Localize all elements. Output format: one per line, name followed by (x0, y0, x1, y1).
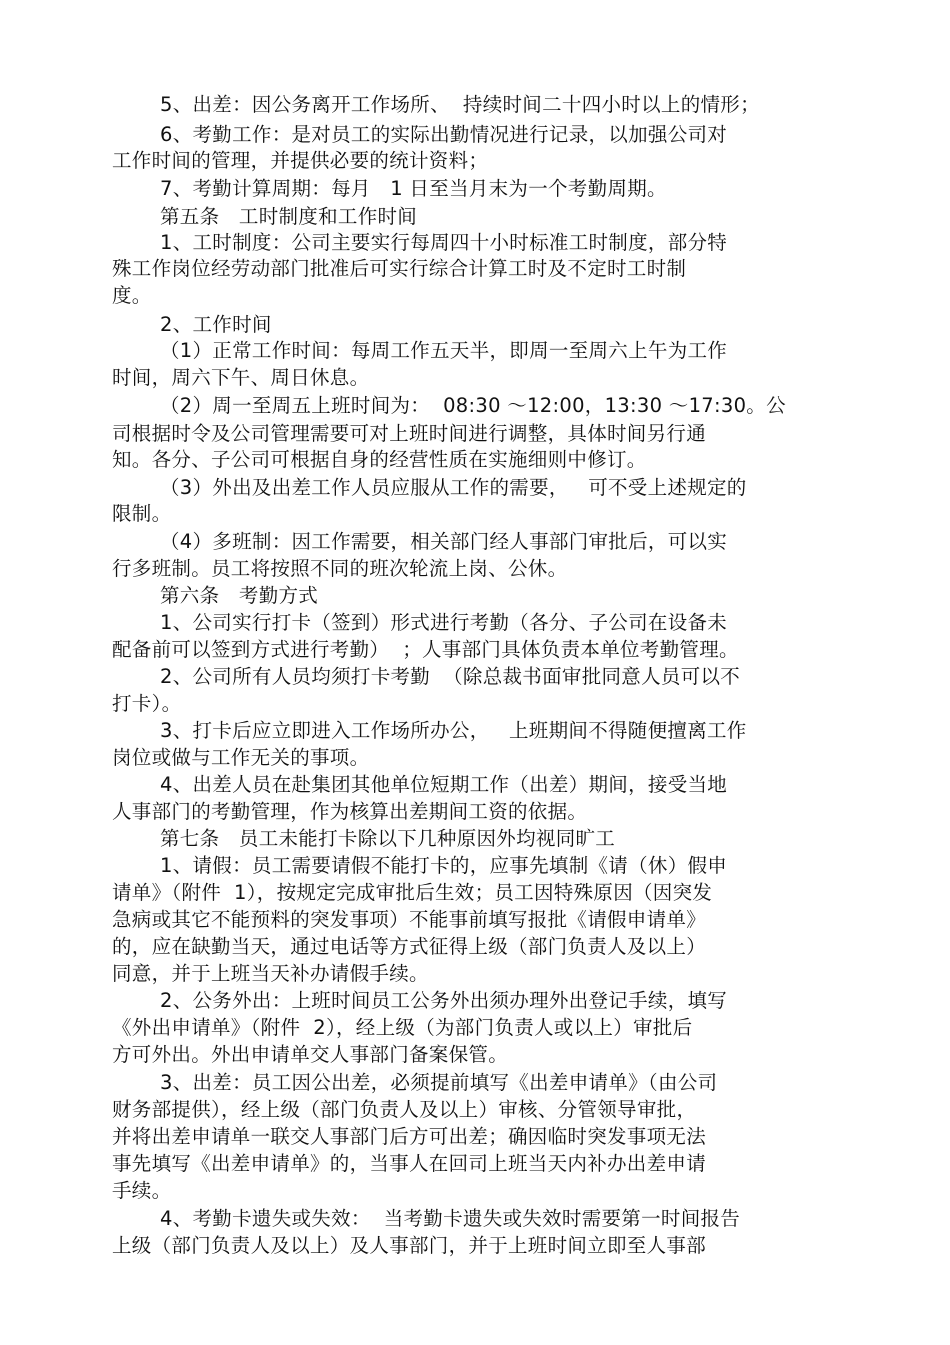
text-line: 知。各分、子公司可根据自身的经营性质在实施细则中修订。 (112, 448, 647, 471)
text-line: 急病或其它不能预料的突发事项）不能事前填写报批《请假申请单》 (112, 908, 707, 931)
text-line: 2、公司所有人员均须打卡考勤 （除总裁书面审批同意人员可以不 (160, 665, 741, 688)
text-line: （2）周一至周五上班时间为： 08:30 ～12:00，13:30 ～17:30。公 (160, 394, 786, 417)
text-line: 请单》（附件 1），按规定完成审批后生效；员工因特殊原因（因突发 (112, 881, 713, 904)
text-line: 1、工时制度：公司主要实行每周四十小时标准工时制度，部分特 (160, 231, 728, 254)
text-line: 打卡）。 (112, 692, 182, 715)
text-line: 配备前可以签到方式进行考勤） ；人事部门具体负责本单位考勤管理。 (112, 638, 739, 661)
text-line: 7、考勤计算周期：每月 1 日至当月末为一个考勤周期。 (160, 177, 667, 200)
text-line: 限制。 (112, 502, 172, 525)
text-line: 3、出差：员工因公出差，必须提前填写《出差申请单》（由公司 (160, 1071, 718, 1094)
text-line: 《外出申请单》（附件 2），经上级（为部门负责人或以上）审批后 (112, 1016, 693, 1039)
text-line: 司根据时令及公司管理需要可对上班时间进行调整，具体时间另行通 (112, 422, 707, 445)
text-line: 2、公务外出：上班时间员工公务外出须办理外出登记手续，填写 (160, 989, 728, 1012)
text-line: 度。 (112, 284, 152, 307)
text-line: 事先填写《出差申请单》的，当事人在回司上班当天内补办出差申请 (112, 1152, 707, 1175)
text-line: 并将出差申请单一联交人事部门后方可出差；确因临时突发事项无法 (112, 1125, 707, 1148)
section-heading: 第五条 工时制度和工作时间 (160, 205, 418, 228)
section-heading: 第六条 考勤方式 (160, 584, 319, 607)
text-line: 1、公司实行打卡（签到）形式进行考勤（各分、子公司在设备未 (160, 611, 728, 634)
text-line: （1）正常工作时间：每周工作五天半，即周一至周六上午为工作 (160, 339, 728, 362)
text-line: 1、请假：员工需要请假不能打卡的，应事先填制《请（休）假申 (160, 854, 728, 877)
text-line: 4、考勤卡遗失或失效： 当考勤卡遗失或失效时需要第一时间报告 (160, 1207, 741, 1230)
text-line: 岗位或做与工作无关的事项。 (112, 746, 370, 769)
text-line: （3）外出及出差工作人员应服从工作的需要， 可不受上述规定的 (160, 476, 747, 499)
section-heading: 第七条 员工未能打卡除以下几种原因外均视同旷工 (160, 827, 616, 850)
text-line: 时间，周六下午、周日休息。 (112, 366, 370, 389)
text-line: 人事部门的考勤管理，作为核算出差期间工资的依据。 (112, 800, 588, 823)
text-line: 4、出差人员在赴集团其他单位短期工作（出差）期间，接受当地 (160, 773, 728, 796)
text-line: （4）多班制：因工作需要，相关部门经人事部门审批后，可以实 (160, 530, 728, 553)
text-line: 6、考勤工作：是对员工的实际出勤情况进行记录，以加强公司对 (160, 123, 728, 146)
text-line: 工作时间的管理，并提供必要的统计资料； (112, 149, 489, 172)
text-line: 2、工作时间 (160, 313, 272, 336)
text-line: 的，应在缺勤当天，通过电话等方式征得上级（部门负责人及以上） (112, 935, 707, 958)
text-line: 财务部提供），经上级（部门负责人及以上）审核、分管领导审批， (112, 1098, 697, 1121)
text-line: 同意，并于上班当天补办请假手续。 (112, 962, 429, 985)
text-line: 手续。 (112, 1179, 172, 1202)
text-line: 3、打卡后应立即进入工作场所办公， 上班期间不得随便擅离工作 (160, 719, 747, 742)
text-line: 殊工作岗位经劳动部门批准后可实行综合计算工时及不定时工时制 (112, 257, 687, 280)
text-line: 方可外出。外出申请单交人事部门备案保管。 (112, 1043, 509, 1066)
text-line: 5、出差：因公务离开工作场所、 持续时间二十四小时以上的情形； (160, 93, 760, 116)
text-line: 行多班制。员工将按照不同的班次轮流上岗、公休。 (112, 557, 568, 580)
text-line: 上级（部门负责人及以上）及人事部门，并于上班时间立即至人事部 (112, 1234, 707, 1257)
